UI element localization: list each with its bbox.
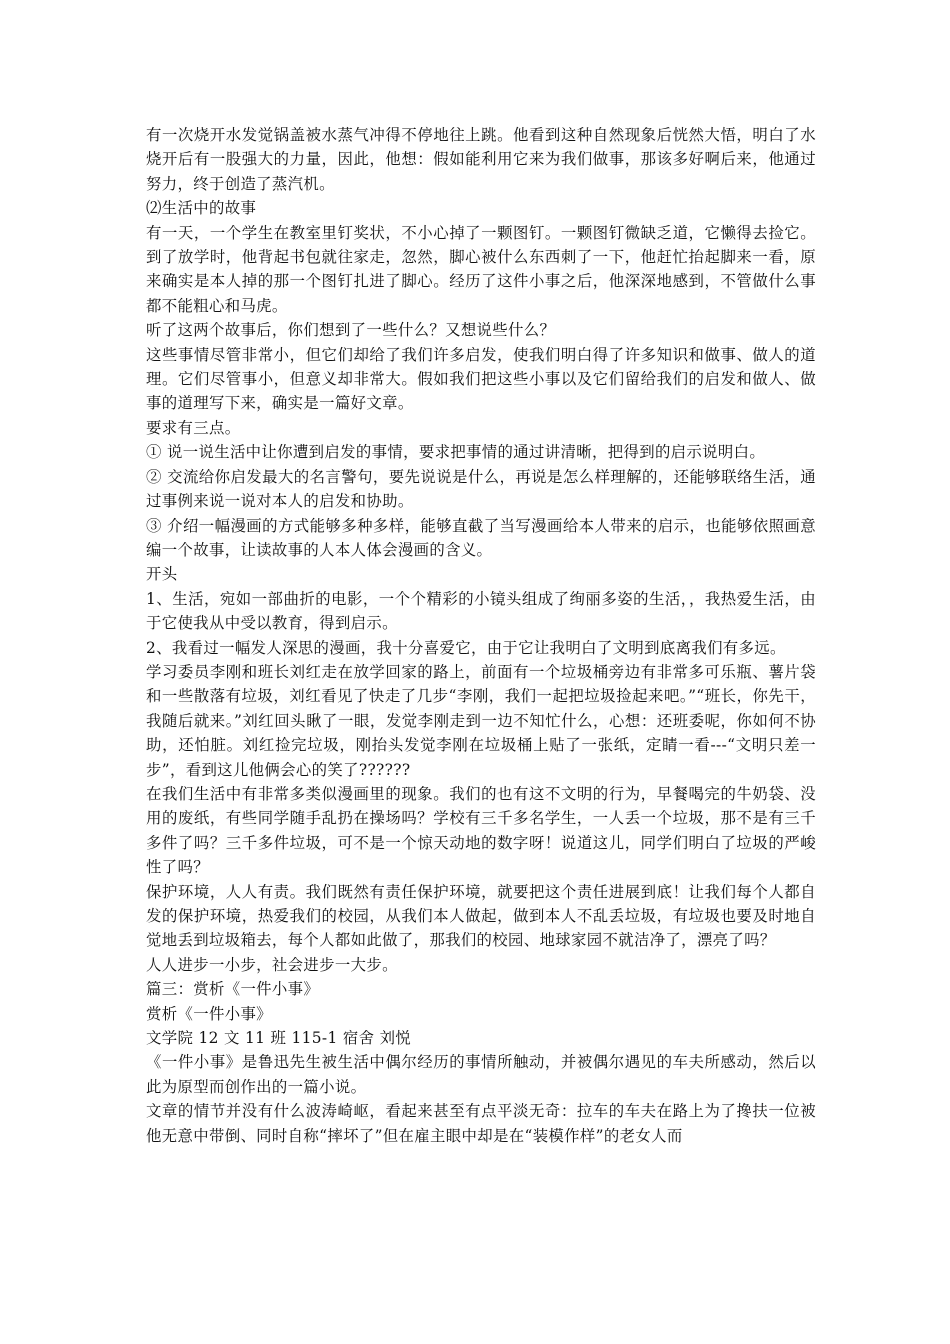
paragraph: 这些事情尽管非常小，但它们却给了我们许多启发，使我们明白得了许多知识和做事、做人的道理。它们尽管事小，但意义却非常大。假如我们把这些小事以及它们留给我们的启发和做人、做事的道理写下来，确实是一篇好文章。 [146, 345, 816, 413]
paragraph: 《一件小事》是鲁迅先生被生活中偶尔经历的事情所触动，并被偶尔遇见的车夫所感动，然后以此为原型而创作出的一篇小说。 [146, 1053, 816, 1096]
paragraph: 1、生活，宛如一部曲折的电影，一个个精彩的小镜头组成了绚丽多姿的生活，，我热爱生活，由于它使我从中受以教育，得到启示。 [146, 589, 816, 633]
paragraph: 学习委员李刚和班长刘红走在放学回家的路上，前面有一个垃圾桶旁边有非常多可乐瓶、薯片袋和一些散落有垃圾，刘红看见了快走了几步“李刚，我们一起把垃圾捡起来吧。”“班长，你先干，我随后就来。”刘红回头瞅了一眼，发觉李刚走到一边不知忙什么，心想：还班委呢，你如何不协助，还怕脏。刘红捡完垃圾，刚抬头发觉李刚在垃圾桶上贴了一张纸，定睛一看---“文明只差一步”，看到这儿他俩会心的笑了?????? [146, 662, 816, 779]
paragraph: 有一次烧开水发觉锅盖被水蒸气冲得不停地往上跳。他看到这种自然现象后恍然大悟，明白了水烧开后有一股强大的力量，因此，他想：假如能利用它来为我们做事，那该多好啊后来，他通过努力，终于创造了蒸汽机。 [146, 126, 816, 193]
list-item: ② 交流给你启发最大的名言警句，要先说说是什么，再说是怎么样理解的，还能够联络生活，通过事例来说一说对本人的启发和协助。 [146, 467, 816, 511]
paragraph: 有一天，一个学生在教室里钉奖状，不小心掉了一颗图钉。一颗图钉微缺乏道，它懒得去捡它。到了放学时，他背起书包就往家走，忽然，脚心被什么东西刺了一下，他赶忙抬起脚来一看，原来确实是本人掉的那一个图钉扎进了脚心。经历了这件小事之后，他深深地感到，不管做什么事都不能粗心和马虎。 [146, 223, 816, 315]
paragraph: 人人进步一小步，社会进步一大步。 [146, 955, 398, 974]
paragraph: 2、我看过一幅发人深思的漫画，我十分喜爱它，由于它让我明白了文明到底离我们有多远。 [146, 638, 786, 657]
list-item: ③ 介绍一幅漫画的方式能够多种多样，能够直截了当写漫画给本人带来的启示，也能够依照画意编一个故事，让读故事的人本人体会漫画的含义。 [146, 516, 816, 559]
paragraph: 听了这两个故事后，你们想到了一些什么？又想说些什么？ [146, 321, 556, 340]
list-item: ① 说一说生活中让你遭到启发的事情，要求把事情的通过讲清晰，把得到的启示说明白。 [146, 443, 766, 462]
document-body [146, 123, 816, 1148]
section-heading: ⑵生活中的故事 [146, 199, 257, 218]
article-title: 赏析《一件小事》 [146, 1004, 272, 1023]
section-title: 篇三：赏析《一件小事》 [146, 980, 320, 999]
paragraph: 要求有三点。 [146, 418, 241, 437]
paragraph: 在我们生活中有非常多类似漫画里的现象。我们的也有这不文明的行为，早餐喝完的牛奶袋、没用的废纸，有些同学随手乱扔在操场吗？学校有三千多名学生，一人丢一个垃圾，那不是有三千多件了吗？三千多件垃圾，可不是一个惊天动地的数字呀！说道这儿，同学们明白了垃圾的严峻性了吗？ [146, 784, 816, 877]
paragraph: 文章的情节并没有什么波涛崎岖，看起来甚至有点平淡无奇：拉车的车夫在路上为了搀扶一位被他无意中带倒、同时自称“摔坏了”但在雇主眼中却是在“装模作样”的老女人而 [146, 1102, 816, 1145]
section-heading: 开头 [146, 565, 178, 584]
paragraph: 保护环境，人人有责。我们既然有责任保护环境，就要把这个责任进展到底！让我们每个人都自发的保护环境，热爱我们的校园，从我们本人做起，做到本人不乱丢垃圾，有垃圾也要及时地自觉地丢到垃圾箱去，每个人都如此做了，那我们的校园、地球家园不就洁净了，漂亮了吗？ [146, 882, 816, 950]
author-line: 文学院 12 文 11 班 115-1 宿舍 刘悦 [146, 1029, 412, 1048]
